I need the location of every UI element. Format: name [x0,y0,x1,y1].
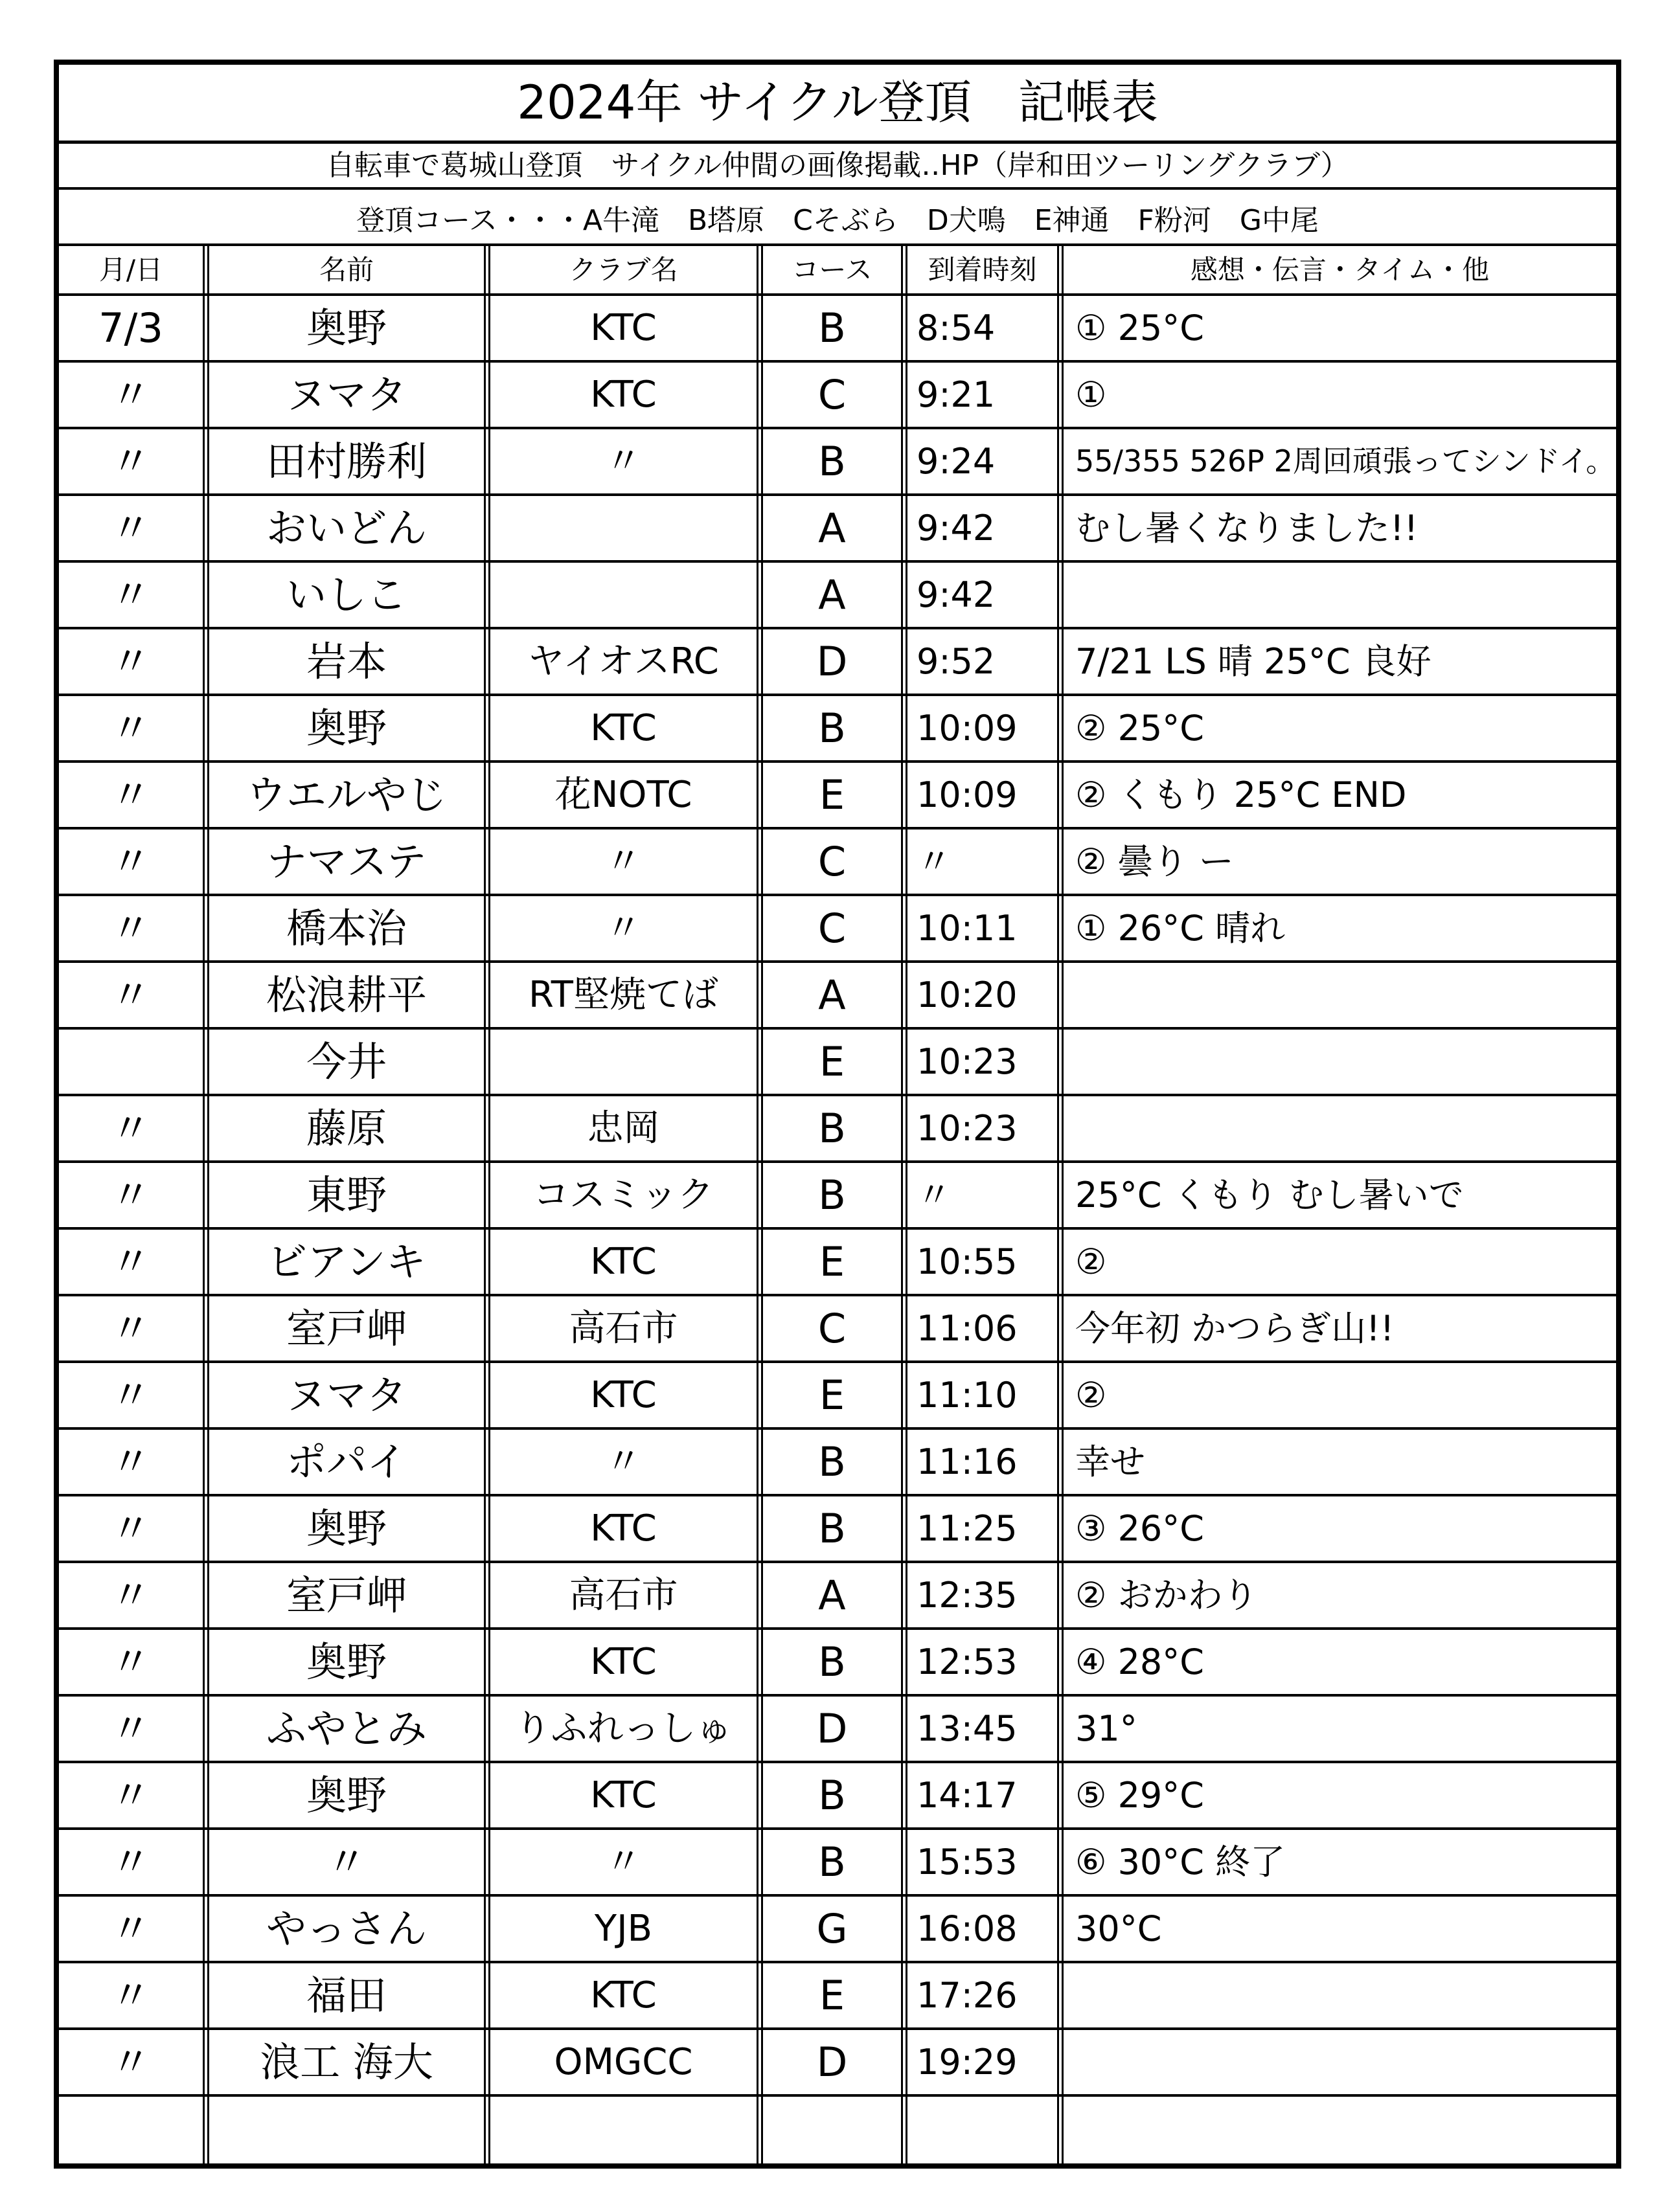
arrival-time-cell: 11:16 [901,1430,1057,1494]
sheet-title: 2024年 サイクル登頂 記帳表 [59,65,1616,144]
arrival-time-cell [901,2097,1057,2163]
table-row [59,2030,1616,2097]
arrival-time-cell: 10:09 [901,696,1057,760]
table-row [59,1096,1616,1163]
date-cell: 〃 [110,1705,151,1752]
club-cell: YJB [484,1897,757,1961]
table-row [59,1496,1616,1563]
table-row [59,496,1616,563]
log-sheet [54,60,1621,2169]
note-cell [1057,1030,1616,1094]
table-row [59,696,1616,763]
name-cell: 奥野 [203,696,484,760]
date-cell: 7/3 [98,304,163,352]
date-cell: 〃 [110,705,151,752]
arrival-time-cell: 10:23 [901,1096,1057,1160]
course-cell: D [757,629,901,694]
date-cell: 〃 [110,504,151,552]
note-cell [1057,2030,1616,2094]
club-cell: RT堅焼てば [484,963,757,1027]
club-cell: 〃 [484,896,757,960]
date-cell: 〃 [110,371,151,418]
date-cell: 〃 [110,1171,151,1219]
table-row [59,763,1616,830]
course-cell: B [757,1430,901,1494]
date-cell: 〃 [110,1972,151,2019]
course-cell: D [757,2030,901,2094]
date-cell: 〃 [110,1438,151,1485]
arrival-time-cell: 11:06 [901,1296,1057,1360]
note-cell [1057,2097,1616,2163]
note-cell: ② [1057,1230,1616,1294]
arrival-time-cell: 〃 [901,1163,1057,1227]
date-cell: 〃 [110,2038,151,2086]
name-cell: 室戸岬 [203,1563,484,1627]
name-cell: おいどん [203,496,484,560]
course-cell: A [757,963,901,1027]
table-row [59,1430,1616,1496]
table-body [59,296,1616,2163]
name-cell: 橋本治 [203,896,484,960]
arrival-time-cell: 8:54 [901,296,1057,360]
note-cell: ③ 26°C [1057,1496,1616,1561]
arrival-time-cell: 11:25 [901,1496,1057,1561]
course-cell: B [757,1496,901,1561]
table-row [59,629,1616,696]
course-cell: B [757,696,901,760]
club-cell: 高石市 [484,1296,757,1360]
date-cell: 〃 [110,1772,151,1819]
header-course: コース [757,246,901,293]
table-row [59,1763,1616,1830]
arrival-time-cell: 19:29 [901,2030,1057,2094]
arrival-time-cell: 17:26 [901,1963,1057,2027]
table-row [59,1363,1616,1430]
note-cell: ② 25°C [1057,696,1616,760]
name-cell: いしこ [203,563,484,627]
date-cell [59,1030,203,1094]
name-cell: 田村勝利 [203,429,484,493]
arrival-time-cell: 9:52 [901,629,1057,694]
note-cell: ② [1057,1363,1616,1427]
date-cell: 〃 [110,838,151,885]
name-cell: 藤原 [203,1096,484,1160]
club-cell: 忠岡 [484,1096,757,1160]
course-legend: 登頂コース・・・A牛滝 B塔原 Cそぶら D犬鳴 E神通 F粉河 G中尾 [59,190,1616,246]
date-cell: 〃 [110,1638,151,1686]
course-cell [757,2097,901,2163]
table-row [59,1563,1616,1630]
name-cell: 室戸岬 [203,1296,484,1360]
header-arrival-time: 到着時刻 [901,246,1057,293]
date-cell: 〃 [110,638,151,685]
club-cell: KTC [484,1630,757,1694]
club-cell: 〃 [484,830,757,894]
note-cell: ① [1057,363,1616,427]
course-cell: C [757,830,901,894]
course-cell: G [757,1897,901,1961]
arrival-time-cell: 13:45 [901,1697,1057,1761]
club-cell [484,1030,757,1094]
name-cell: ヌマタ [203,1363,484,1427]
table-row [59,429,1616,496]
note-cell: ④ 28°C [1057,1630,1616,1694]
table-row [59,296,1616,363]
arrival-time-cell: 10:11 [901,896,1057,960]
name-cell: ナマステ [203,830,484,894]
note-cell: ① 25°C [1057,296,1616,360]
arrival-time-cell: 11:10 [901,1363,1057,1427]
note-cell: 今年初 かつらぎ山!! [1057,1296,1616,1360]
club-cell: 〃 [484,429,757,493]
table-row [59,1163,1616,1230]
date-cell: 〃 [110,1505,151,1552]
note-cell: ② 曇り ー [1057,830,1616,894]
name-cell: やっさん [203,1897,484,1961]
course-cell: B [757,1096,901,1160]
name-cell: 浪工 海大 [203,2030,484,2094]
arrival-time-cell: 12:53 [901,1630,1057,1694]
note-cell: ⑥ 30°C 終了 [1057,1830,1616,1894]
note-cell: 31° [1057,1697,1616,1761]
club-cell: 〃 [484,1830,757,1894]
table-row [59,363,1616,429]
club-cell [484,2097,757,2163]
club-cell: KTC [484,1963,757,2027]
club-cell: 花NOTC [484,763,757,827]
course-cell: E [757,1030,901,1094]
note-cell: 55/355 526P 2周回頑張ってシンドイ。 [1057,429,1616,493]
arrival-time-cell: 〃 [901,830,1057,894]
course-cell: E [757,763,901,827]
note-cell: 30°C [1057,1897,1616,1961]
table-row [59,1897,1616,1963]
arrival-time-cell: 12:35 [901,1563,1057,1627]
arrival-time-cell: 10:55 [901,1230,1057,1294]
club-cell: KTC [484,1763,757,1827]
course-cell: B [757,1630,901,1694]
course-cell: E [757,1963,901,2027]
sheet-subtitle: 自転車で葛城山登頂 サイクル仲間の画像掲載‥HP（岸和田ツーリングクラブ） [59,144,1616,190]
table-row [59,563,1616,629]
header-name: 名前 [203,246,484,293]
course-cell: A [757,496,901,560]
arrival-time-cell: 10:20 [901,963,1057,1027]
name-cell: 松浪耕平 [203,963,484,1027]
course-cell: B [757,1163,901,1227]
date-cell: 〃 [110,571,151,618]
date-cell: 〃 [110,438,151,485]
course-cell: E [757,1230,901,1294]
table-row [59,2097,1616,2163]
name-cell: ふやとみ [203,1697,484,1761]
name-cell: ヌマタ [203,363,484,427]
club-cell: ヤイオスRC [484,629,757,694]
header-notes: 感想・伝言・タイム・他 [1057,246,1616,293]
course-cell: B [757,296,901,360]
course-cell: B [757,1763,901,1827]
club-cell: コスミック [484,1163,757,1227]
table-row [59,1697,1616,1763]
club-cell: KTC [484,1496,757,1561]
club-cell: KTC [484,363,757,427]
course-cell: B [757,1830,901,1894]
arrival-time-cell: 15:53 [901,1830,1057,1894]
arrival-time-cell: 9:24 [901,429,1057,493]
arrival-time-cell: 9:42 [901,563,1057,627]
date-cell: 〃 [110,1572,151,1619]
club-cell: 〃 [484,1430,757,1494]
course-cell: A [757,563,901,627]
name-cell: ポパイ [203,1430,484,1494]
date-cell: 〃 [110,971,151,1019]
table-row [59,830,1616,896]
name-cell: 東野 [203,1163,484,1227]
name-cell: 奥野 [203,296,484,360]
note-cell: 7/21 LS 晴 25°C 良好 [1057,629,1616,694]
table-header [59,246,1616,296]
note-cell: 25°C くもり むし暑いで [1057,1163,1616,1227]
table-row [59,1030,1616,1096]
club-cell: OMGCC [484,2030,757,2094]
course-cell: C [757,1296,901,1360]
name-cell: 奥野 [203,1630,484,1694]
arrival-time-cell: 16:08 [901,1897,1057,1961]
date-cell: 〃 [110,1371,151,1419]
table-row [59,1830,1616,1897]
date-cell: 〃 [110,1105,151,1152]
table-row [59,1230,1616,1296]
course-cell: A [757,1563,901,1627]
club-cell: KTC [484,1363,757,1427]
note-cell: ⑤ 29°C [1057,1763,1616,1827]
name-cell: ウエルやじ [203,763,484,827]
course-cell: B [757,429,901,493]
note-cell: ② くもり 25°C END [1057,763,1616,827]
date-cell: 〃 [110,1238,151,1285]
name-cell: 奥野 [203,1496,484,1561]
course-cell: C [757,363,901,427]
table-row [59,896,1616,963]
header-club: クラブ名 [484,246,757,293]
date-cell: 〃 [110,771,151,818]
name-cell: 福田 [203,1963,484,2027]
table-row [59,1630,1616,1697]
name-cell: ビアンキ [203,1230,484,1294]
name-cell [203,2097,484,2163]
date-cell: 〃 [110,1905,151,1952]
club-cell: KTC [484,1230,757,1294]
note-cell [1057,563,1616,627]
note-cell: むし暑くなりました!! [1057,496,1616,560]
table-row [59,1296,1616,1363]
table-row [59,963,1616,1030]
club-cell: りふれっしゅ [484,1697,757,1761]
date-cell: 〃 [110,905,151,952]
club-cell [484,496,757,560]
note-cell: ① 26°C 晴れ [1057,896,1616,960]
date-cell [59,2097,203,2163]
table-row [59,1963,1616,2030]
club-cell: KTC [484,296,757,360]
name-cell: 今井 [203,1030,484,1094]
date-cell: 〃 [110,1305,151,1352]
course-cell: D [757,1697,901,1761]
arrival-time-cell: 10:09 [901,763,1057,827]
note-cell: ② おかわり [1057,1563,1616,1627]
header-date: 月/日 [98,254,163,286]
arrival-time-cell: 10:23 [901,1030,1057,1094]
club-cell [484,563,757,627]
note-cell: 幸せ [1057,1430,1616,1494]
club-cell: KTC [484,696,757,760]
club-cell: 高石市 [484,1563,757,1627]
name-cell: 〃 [203,1830,484,1894]
name-cell: 岩本 [203,629,484,694]
arrival-time-cell: 9:21 [901,363,1057,427]
arrival-time-cell: 9:42 [901,496,1057,560]
note-cell [1057,1963,1616,2027]
course-cell: C [757,896,901,960]
date-cell: 〃 [110,1838,151,1886]
arrival-time-cell: 14:17 [901,1763,1057,1827]
name-cell: 奥野 [203,1763,484,1827]
note-cell [1057,963,1616,1027]
note-cell [1057,1096,1616,1160]
course-cell: E [757,1363,901,1427]
